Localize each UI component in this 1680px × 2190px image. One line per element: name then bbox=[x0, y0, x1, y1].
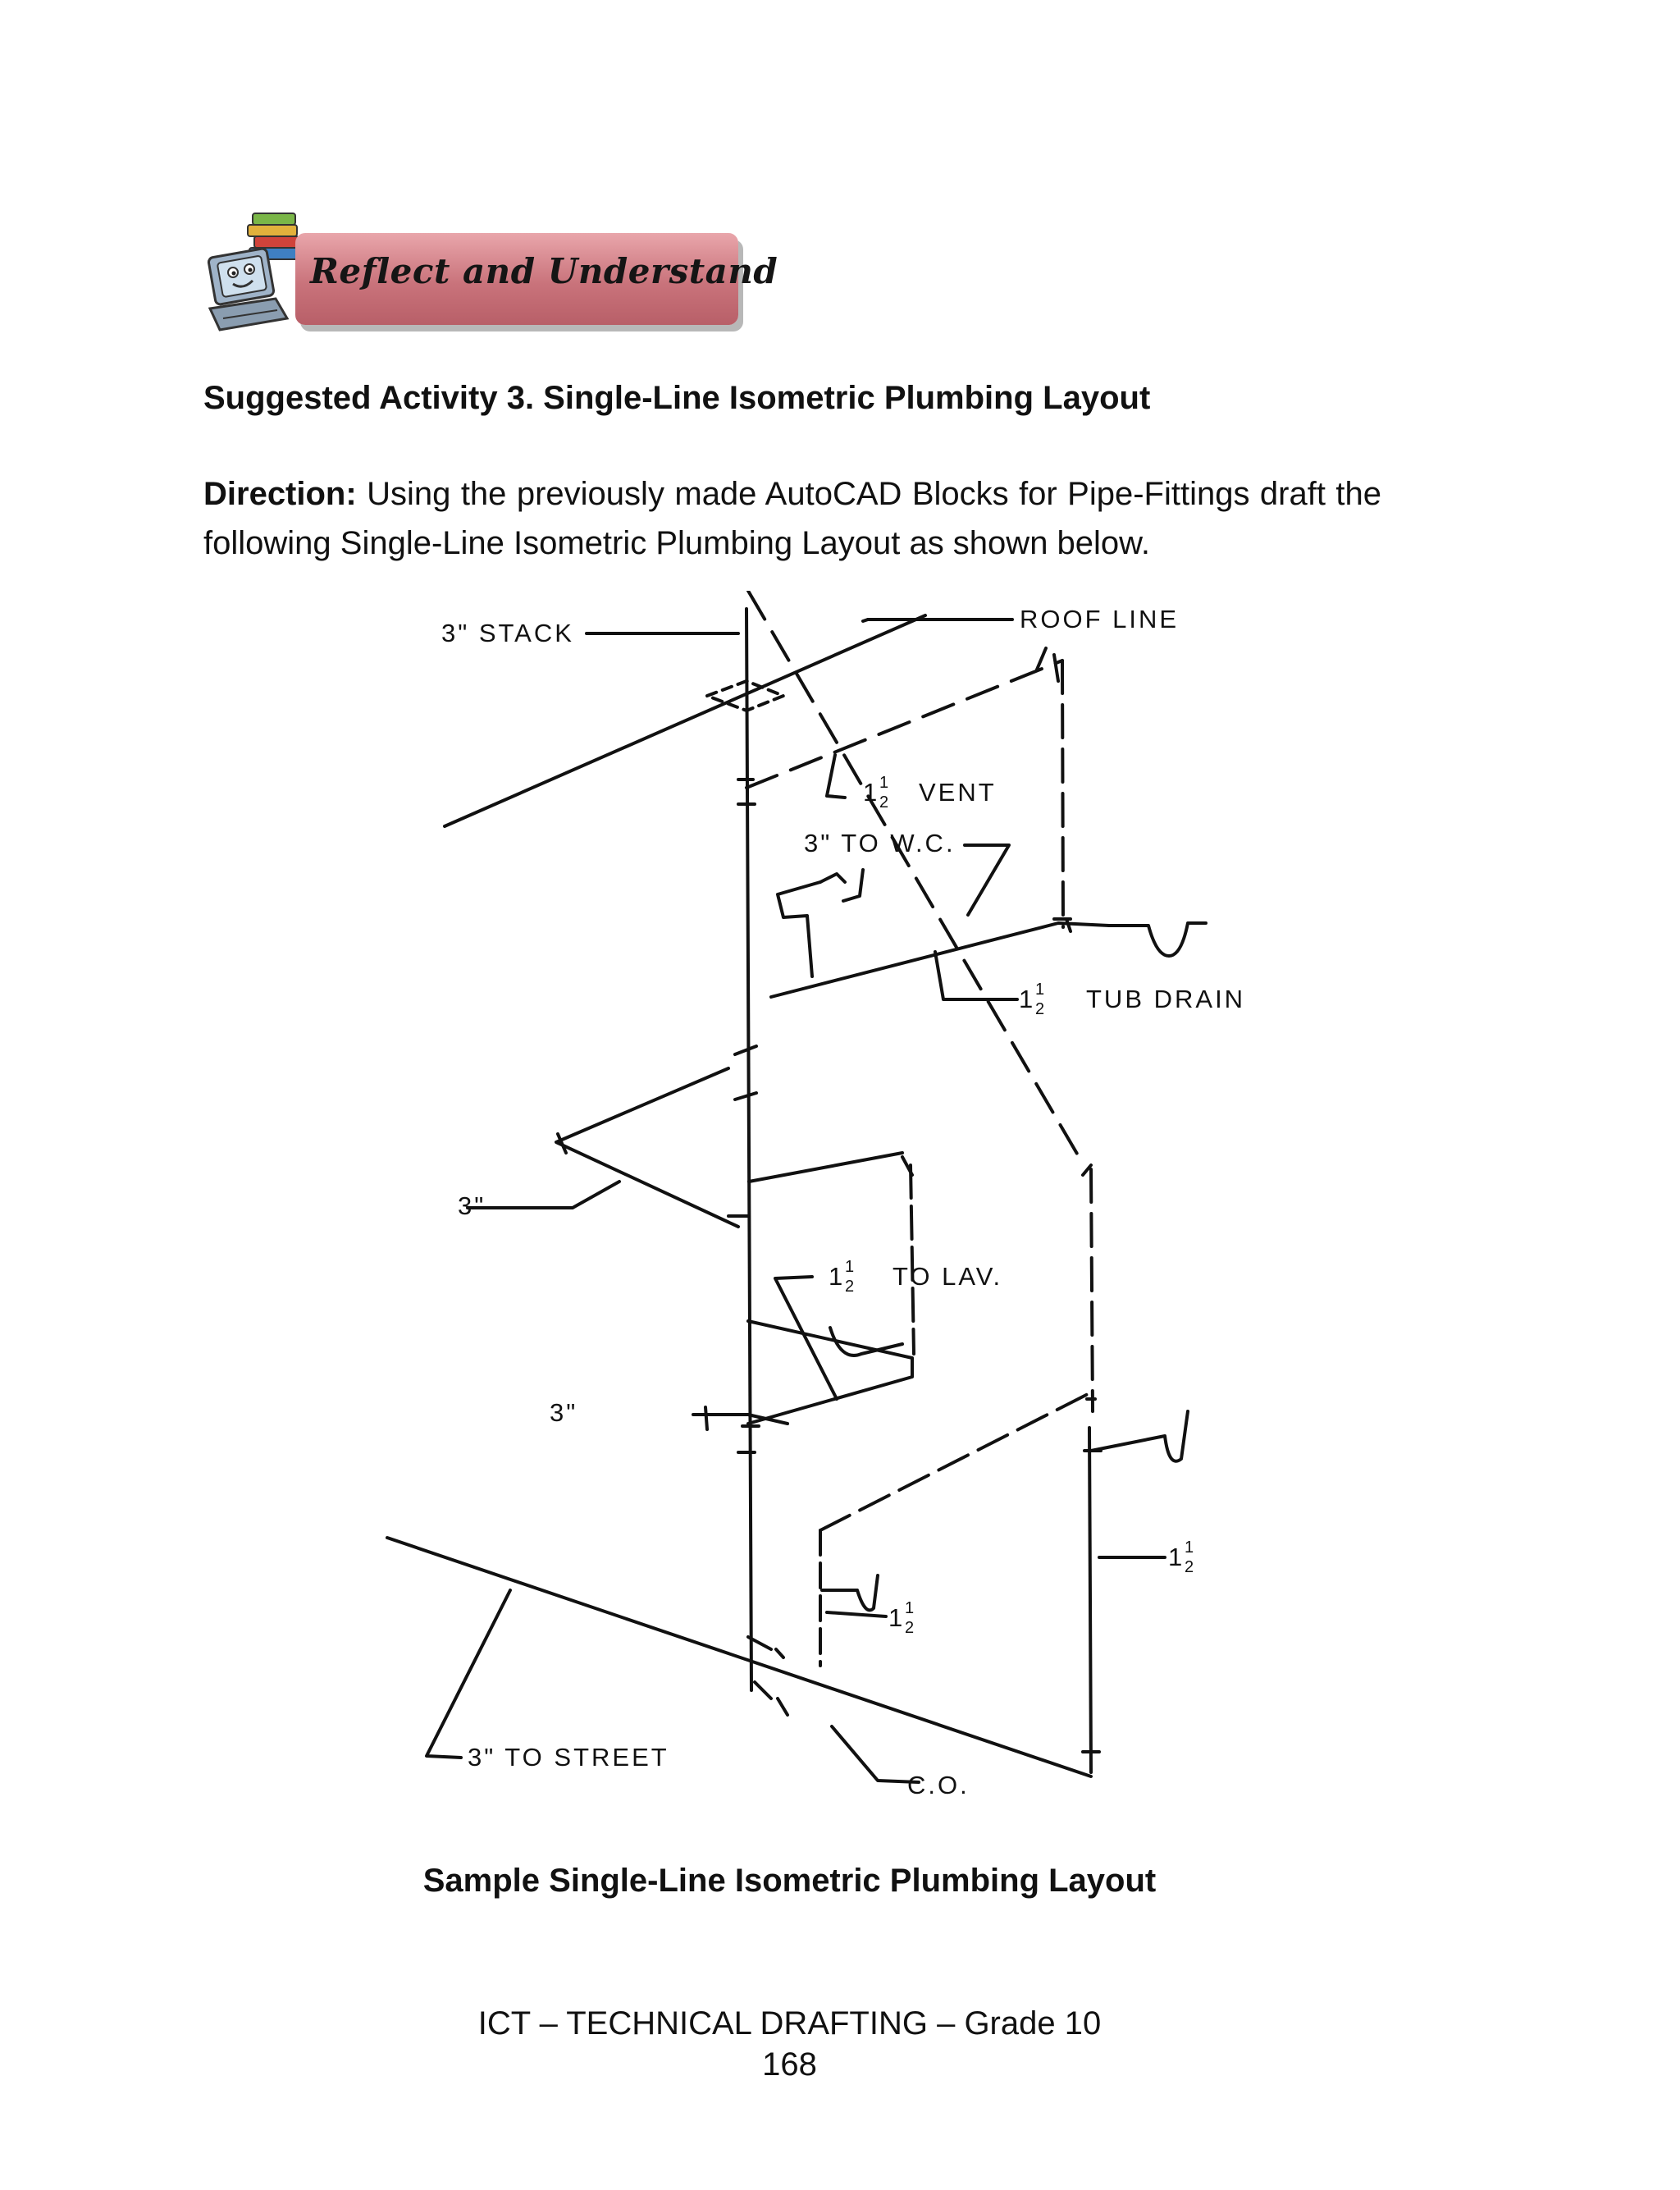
co-label: C.O. bbox=[907, 1771, 970, 1799]
lav-vent bbox=[749, 1153, 902, 1182]
lav-label: TO LAV. bbox=[892, 1262, 1003, 1291]
right-riser bbox=[1089, 1428, 1091, 1772]
tub-whole: 1 bbox=[1019, 985, 1036, 1013]
vent-whole: 1 bbox=[863, 778, 880, 807]
main-stack bbox=[746, 609, 751, 1690]
banner-title: Reflect and Understand bbox=[310, 251, 778, 291]
tub-frac-num: 1 bbox=[1035, 981, 1045, 999]
vent-frac-num: 1 bbox=[879, 774, 889, 792]
figure-caption: Sample Single-Line Isometric Plumbing Layout bbox=[422, 1863, 1157, 1899]
direction-text: Using the previously made AutoCAD Blocks for Pipe-Fittings draft the following Single-Line Isometric Plumbing Layout as shown below. bbox=[203, 476, 1381, 561]
right-frac-den: 2 bbox=[1185, 1558, 1194, 1576]
roof-label: ROOF LINE bbox=[1020, 605, 1180, 633]
street-leader bbox=[427, 1590, 510, 1758]
fitting-ticks bbox=[558, 648, 1101, 1752]
tub-trap bbox=[1109, 923, 1206, 956]
vent-frac-den: 2 bbox=[879, 793, 889, 812]
lav-frac-den: 2 bbox=[845, 1278, 855, 1296]
wc-label: 3" TO W.C. bbox=[804, 829, 956, 857]
street-label: 3" TO STREET bbox=[468, 1743, 669, 1772]
mid-vent bbox=[748, 591, 1083, 1164]
direction-paragraph bbox=[203, 469, 1381, 568]
lav-branch bbox=[748, 1321, 912, 1424]
lower-branch-riser bbox=[705, 1407, 707, 1429]
isometric-plumbing-diagram bbox=[246, 591, 1329, 1822]
wc-leader bbox=[965, 845, 1009, 915]
lower-trap-whole: 1 bbox=[888, 1603, 906, 1632]
upper-branch-leader bbox=[468, 1182, 619, 1208]
stack-label: 3" STACK bbox=[441, 619, 574, 647]
wc-closet bbox=[820, 870, 863, 901]
activity-title: Suggested Activity 3. Single-Line Isometric Plumbing Layout bbox=[203, 380, 1151, 416]
tub-label: TUB DRAIN bbox=[1086, 985, 1246, 1013]
right-whole: 1 bbox=[1168, 1543, 1185, 1571]
upper-three-label: 3" bbox=[458, 1191, 486, 1220]
vent-pipe bbox=[746, 661, 1062, 788]
right-frac-num: 1 bbox=[1185, 1538, 1194, 1557]
building-drain bbox=[387, 1538, 1091, 1776]
mid-vent-riser bbox=[1091, 1169, 1093, 1411]
right-trap bbox=[1091, 1411, 1188, 1461]
lower-trap-leader bbox=[827, 1612, 886, 1616]
lower-vent bbox=[820, 1393, 1089, 1530]
lower-trap-frac-num: 1 bbox=[905, 1599, 915, 1617]
footer-page-number: 168 bbox=[762, 2046, 817, 2083]
lav-vent-riser bbox=[911, 1165, 914, 1354]
tub-leader bbox=[935, 952, 1017, 999]
roof-leader-arrow bbox=[863, 620, 868, 621]
lower-trap-frac-den: 2 bbox=[905, 1619, 915, 1637]
direction-label: Direction: bbox=[203, 476, 357, 512]
tub-frac-den: 2 bbox=[1035, 1000, 1045, 1018]
section-banner bbox=[195, 203, 778, 341]
vent-riser bbox=[1062, 661, 1063, 927]
laptop-books-mascot-icon bbox=[195, 203, 310, 341]
lav-whole: 1 bbox=[829, 1262, 846, 1291]
footer-course: ICT – TECHNICAL DRAFTING – Grade 10 bbox=[477, 2005, 1102, 2041]
lower-three-label: 3" bbox=[550, 1398, 578, 1427]
wc-riser bbox=[778, 882, 820, 976]
vent-label: VENT bbox=[919, 778, 997, 807]
lower-trap bbox=[822, 1575, 878, 1610]
vent-leader bbox=[827, 755, 845, 798]
co-leader bbox=[832, 1726, 919, 1782]
lav-frac-num: 1 bbox=[845, 1258, 855, 1276]
